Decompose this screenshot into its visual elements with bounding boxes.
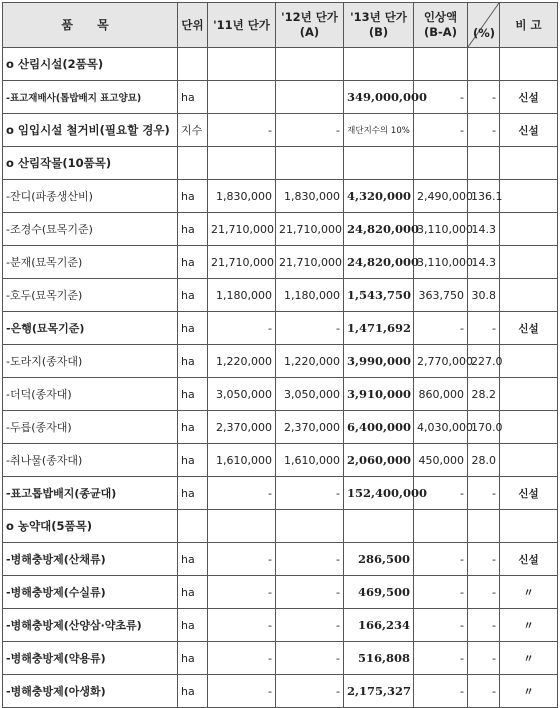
increase-percent: 28.2 — [468, 378, 500, 411]
table-row — [3, 576, 558, 609]
unit-cell: ha — [178, 213, 208, 246]
table-row — [3, 477, 558, 510]
price-2011: - — [208, 576, 276, 609]
empty-cell — [500, 48, 558, 81]
remark: 〃 — [500, 609, 558, 642]
remark: 신설 — [500, 543, 558, 576]
price-2012: 21,710,000 — [276, 213, 344, 246]
increase-amount: - — [414, 114, 468, 147]
header-note: 비 고 — [500, 3, 558, 48]
empty-cell — [500, 147, 558, 180]
price-2012: 2,370,000 — [276, 411, 344, 444]
increase-amount: 4,030,000 — [414, 411, 468, 444]
header-y12-line2: (A) — [299, 25, 320, 39]
item-name: -병해충방제(아생화) — [3, 675, 178, 708]
increase-percent: 28.0 — [468, 444, 500, 477]
increase-amount: - — [414, 642, 468, 675]
table-row — [3, 444, 558, 477]
table-row — [3, 312, 558, 345]
remark — [500, 246, 558, 279]
header-item: 품 목 — [3, 3, 178, 48]
increase-amount: - — [414, 312, 468, 345]
empty-cell — [276, 147, 344, 180]
price-2013: 2,060,000 — [344, 444, 414, 477]
table-row — [3, 609, 558, 642]
unit-cell: ha — [178, 543, 208, 576]
remark — [500, 345, 558, 378]
empty-cell — [178, 510, 208, 543]
price-2012: - — [276, 576, 344, 609]
increase-amount: 2,490,000 — [414, 180, 468, 213]
remark: 신설 — [500, 114, 558, 147]
remark — [500, 411, 558, 444]
unit-cell: ha — [178, 411, 208, 444]
table-row — [3, 81, 558, 114]
empty-cell — [178, 147, 208, 180]
empty-cell — [276, 48, 344, 81]
item-name: -조경수(묘목기준) — [3, 213, 178, 246]
price-2011: 1,180,000 — [208, 279, 276, 312]
table-row — [3, 543, 558, 576]
increase-amount: - — [414, 543, 468, 576]
increase-percent: - — [468, 543, 500, 576]
increase-amount: 3,110,000 — [414, 213, 468, 246]
price-2012: 1,830,000 — [276, 180, 344, 213]
unit-cell: ha — [178, 279, 208, 312]
empty-cell — [178, 48, 208, 81]
empty-cell — [414, 510, 468, 543]
header-pct-label: (%) — [472, 26, 495, 40]
empty-cell — [414, 147, 468, 180]
price-2013: 469,500 — [344, 576, 414, 609]
unit-cell: ha — [178, 345, 208, 378]
price-2013: 24,820,000 — [344, 246, 414, 279]
header-y13-line1: '13년 단가 — [350, 10, 407, 24]
header-inc-line2: (B-A) — [424, 25, 457, 39]
price-2013: 349,000,000 — [344, 81, 414, 114]
price-2012: 1,180,000 — [276, 279, 344, 312]
price-2011: 1,830,000 — [208, 180, 276, 213]
section-title: o 산림작물(10품목) — [3, 147, 178, 180]
table-row — [3, 642, 558, 675]
empty-cell — [468, 510, 500, 543]
price-2013: 6,400,000 — [344, 411, 414, 444]
price-2013: 3,990,000 — [344, 345, 414, 378]
increase-percent: 136.1 — [468, 180, 500, 213]
item-name: -병해충방제(수실류) — [3, 576, 178, 609]
remark — [500, 444, 558, 477]
unit-cell: ha — [178, 477, 208, 510]
price-2013: 166,234 — [344, 609, 414, 642]
price-2011: - — [208, 609, 276, 642]
item-name: o 임입시설 철거비(필요할 경우) — [3, 114, 178, 147]
price-2011: 21,710,000 — [208, 213, 276, 246]
empty-cell — [276, 510, 344, 543]
price-2011: - — [208, 114, 276, 147]
item-name: -병해충방제(약용류) — [3, 642, 178, 675]
item-name: -취나물(종자대) — [3, 444, 178, 477]
item-name: -두릅(종자대) — [3, 411, 178, 444]
price-2013: 1,471,692 — [344, 312, 414, 345]
item-name: -도라지(종자대) — [3, 345, 178, 378]
price-2013: 3,910,000 — [344, 378, 414, 411]
item-name: -분재(묘목기준) — [3, 246, 178, 279]
item-name: -병해충방제(산채류) — [3, 543, 178, 576]
price-2013: 24,820,000 — [344, 213, 414, 246]
empty-cell — [500, 510, 558, 543]
empty-cell — [468, 48, 500, 81]
table-row — [3, 213, 558, 246]
empty-cell — [344, 147, 414, 180]
unit-cell: ha — [178, 312, 208, 345]
header-y12-line1: '12년 단가 — [281, 10, 338, 24]
price-2013: 516,808 — [344, 642, 414, 675]
unit-cell: ha — [178, 609, 208, 642]
empty-cell — [208, 510, 276, 543]
empty-cell — [208, 48, 276, 81]
price-2012: 1,610,000 — [276, 444, 344, 477]
header-increase — [414, 3, 468, 48]
section-title: o 농약대(5품목) — [3, 510, 178, 543]
increase-amount: - — [414, 81, 468, 114]
price-2012: - — [276, 477, 344, 510]
empty-cell — [414, 48, 468, 81]
item-name: -더덕(종자대) — [3, 378, 178, 411]
price-2011: - — [208, 312, 276, 345]
section-title: o 산림시설(2품목) — [3, 48, 178, 81]
header-y13-line2: (B) — [368, 25, 389, 39]
increase-percent: 227.0 — [468, 345, 500, 378]
increase-percent: 14.3 — [468, 246, 500, 279]
empty-cell — [208, 147, 276, 180]
increase-amount: - — [414, 609, 468, 642]
item-name: -은행(묘목기준) — [3, 312, 178, 345]
table-row — [3, 378, 558, 411]
price-2013: 152,400,000 — [344, 477, 414, 510]
remark: 〃 — [500, 675, 558, 708]
remark: 신설 — [500, 477, 558, 510]
header-inc-line1: 인상액 — [423, 10, 458, 24]
table-row — [3, 675, 558, 708]
increase-amount: 3,110,000 — [414, 246, 468, 279]
price-table — [2, 2, 558, 708]
header-y11: '11년 단가 — [208, 3, 276, 48]
remark — [500, 279, 558, 312]
table-row — [3, 411, 558, 444]
increase-percent: 14.3 — [468, 213, 500, 246]
table-body — [3, 48, 558, 708]
increase-percent: - — [468, 114, 500, 147]
price-2012: - — [276, 543, 344, 576]
price-2011: 1,220,000 — [208, 345, 276, 378]
increase-amount: 363,750 — [414, 279, 468, 312]
price-2011: - — [208, 675, 276, 708]
price-2011 — [208, 81, 276, 114]
price-2013: 2,175,327 — [344, 675, 414, 708]
remark — [500, 180, 558, 213]
remark — [500, 378, 558, 411]
increase-percent: 170.0 — [468, 411, 500, 444]
unit-cell: ha — [178, 180, 208, 213]
unit-cell: ha — [178, 642, 208, 675]
increase-percent: - — [468, 477, 500, 510]
price-2012: 1,220,000 — [276, 345, 344, 378]
price-2013: 286,500 — [344, 543, 414, 576]
remark — [500, 213, 558, 246]
price-2011: 3,050,000 — [208, 378, 276, 411]
item-name: -병해충방제(산양삼·약초류) — [3, 609, 178, 642]
price-2011: - — [208, 477, 276, 510]
increase-amount: 450,000 — [414, 444, 468, 477]
price-2012: - — [276, 609, 344, 642]
remark: 〃 — [500, 576, 558, 609]
table-row — [3, 510, 558, 543]
price-2011: 21,710,000 — [208, 246, 276, 279]
unit-cell: ha — [178, 81, 208, 114]
increase-percent: - — [468, 642, 500, 675]
increase-percent: 30.8 — [468, 279, 500, 312]
item-name: -호두(묘목기준) — [3, 279, 178, 312]
empty-cell — [468, 147, 500, 180]
price-2011: - — [208, 642, 276, 675]
price-2013: 1,543,750 — [344, 279, 414, 312]
increase-amount: - — [414, 477, 468, 510]
item-name: -표고재배사(톱밥배지 표고양묘) — [3, 81, 178, 114]
remark: 신설 — [500, 312, 558, 345]
price-2011: 2,370,000 — [208, 411, 276, 444]
price-2012: - — [276, 312, 344, 345]
unit-cell: ha — [178, 378, 208, 411]
increase-percent: - — [468, 81, 500, 114]
increase-amount: - — [414, 576, 468, 609]
increase-amount: - — [414, 675, 468, 708]
item-name: -잔디(파종생산비) — [3, 180, 178, 213]
price-2011: - — [208, 543, 276, 576]
table-row — [3, 279, 558, 312]
price-2013: 4,320,000 — [344, 180, 414, 213]
unit-cell: ha — [178, 246, 208, 279]
header-y12 — [276, 3, 344, 48]
header-unit: 단위 — [178, 3, 208, 48]
unit-cell: ha — [178, 444, 208, 477]
increase-percent: - — [468, 312, 500, 345]
table-row — [3, 246, 558, 279]
price-2012 — [276, 81, 344, 114]
price-2012: - — [276, 642, 344, 675]
table-row — [3, 147, 558, 180]
price-2011: 1,610,000 — [208, 444, 276, 477]
remark: 신설 — [500, 81, 558, 114]
increase-percent: - — [468, 609, 500, 642]
unit-cell: 지수 — [178, 114, 208, 147]
table-row — [3, 180, 558, 213]
unit-cell: ha — [178, 576, 208, 609]
price-2012: - — [276, 114, 344, 147]
price-2013: 재단지수의 10% — [344, 114, 414, 147]
item-name: -표고톱밥배지(종균대) — [3, 477, 178, 510]
remark: 〃 — [500, 642, 558, 675]
header-row — [3, 3, 558, 48]
increase-percent: - — [468, 576, 500, 609]
table-row — [3, 48, 558, 81]
increase-percent: - — [468, 675, 500, 708]
header-percent — [468, 3, 500, 48]
price-2012: - — [276, 675, 344, 708]
increase-amount: 860,000 — [414, 378, 468, 411]
table-row — [3, 345, 558, 378]
empty-cell — [344, 48, 414, 81]
price-2012: 21,710,000 — [276, 246, 344, 279]
unit-cell: ha — [178, 675, 208, 708]
table-row — [3, 114, 558, 147]
header-y13 — [344, 3, 414, 48]
price-2012: 3,050,000 — [276, 378, 344, 411]
increase-amount: 2,770,000 — [414, 345, 468, 378]
empty-cell — [344, 510, 414, 543]
